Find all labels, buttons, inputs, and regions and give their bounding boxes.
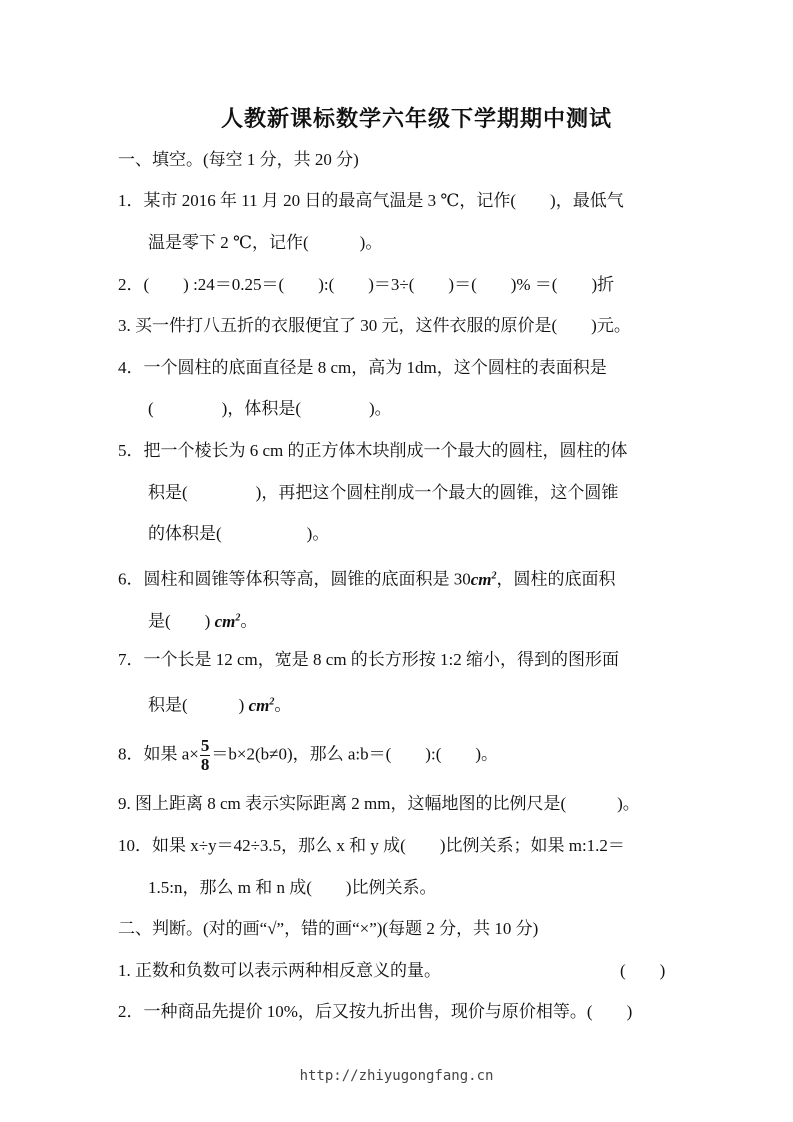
question-8-text-a: 8．如果 a× — [118, 744, 199, 764]
question-4-line-2: ( )，体积是( )。 — [148, 399, 392, 418]
question-3: 3. 买一件打八五折的衣服便宜了 30 元，这件衣服的原价是( )元。 — [118, 316, 631, 335]
question-5-line-3: 的体积是( )。 — [148, 524, 330, 543]
unit-cm: $cm^2$ — [470, 569, 497, 589]
question-5-line-2: 积是( )，再把这个圆柱削成一个最大的圆锥，这个圆锥 — [148, 483, 619, 502]
question-4-line-1: 4．一个圆柱的底面直径是 8 cm，高为 1dm，这个圆柱的表面积是 — [118, 358, 607, 377]
section1-heading: 一、填空。(每空 1 分，共 20 分) — [118, 150, 359, 169]
fraction-5-8: $\frac{5}{8}$ — [200, 736, 210, 774]
question-10-line-1: 10．如果 x÷y＝42÷3.5，那么 x 和 y 成( )比例关系；如果 m:1.2＝ — [118, 836, 625, 855]
page-title: 人教新课标数学六年级下学期期中测试 — [220, 106, 612, 132]
question-2: 2．( ) :24＝0.25＝( ):( )＝3÷( )＝( )% ＝( )折 — [118, 275, 615, 294]
question-1-line-2: 温是零下 2 ℃，记作( )。 — [148, 233, 383, 252]
question-5-line-1: 5．把一个棱长为 6 cm 的正方体木块削成一个最大的圆柱，圆柱的体 — [118, 441, 628, 460]
question-6-text-c: 是( ) — [148, 611, 211, 631]
question-8-text-b: ＝b×2(b≠0)，那么 a:b＝( ):( )。 — [211, 744, 499, 764]
question-8 — [118, 737, 498, 774]
question-7-line-1: 7．一个长是 12 cm，宽是 8 cm 的长方形按 1:2 缩小，得到的图形面 — [118, 650, 620, 669]
footer-url: http://zhiyugongfang.cn — [299, 1068, 494, 1084]
question-6-line-2: 是( ) $cm^2$。 — [148, 611, 258, 631]
question-6-text-b: ，圆柱的底面积 — [496, 569, 616, 589]
question-1-line-1: 1．某市 2016 年 11 月 20 日的最高气温是 3 ℃，记作( )，最低气 — [118, 191, 624, 210]
section2-heading: 二、判断。(对的画“√”，错的画“×”)(每题 2 分，共 10 分) — [118, 919, 539, 938]
question-7-line-2: 积是( ) $cm^2$。 — [148, 695, 292, 715]
unit-cm: $cm^2$ — [214, 611, 241, 631]
question-6-line-1 — [118, 564, 616, 592]
judgment-1-answer-blank: ( ) — [620, 961, 666, 980]
question-6-text-a: 6．圆柱和圆锥等体积等高，圆锥的底面积是 30 — [118, 569, 471, 589]
question-10-line-2: 1.5:n，那么 m 和 n 成( )比例关系。 — [148, 878, 437, 897]
unit-cm: $cm^2$ — [248, 695, 275, 715]
judgment-2: 2．一种商品先提价 10%，后又按九折出售，现价与原价相等。( ) — [118, 1002, 633, 1021]
question-9: 9. 图上距离 8 cm 表示实际距离 2 mm，这幅地图的比例尺是( )。 — [118, 794, 640, 813]
judgment-1: 1. 正数和负数可以表示两种相反意义的量。 — [118, 961, 441, 980]
question-7-text: 积是( ) — [148, 695, 245, 715]
